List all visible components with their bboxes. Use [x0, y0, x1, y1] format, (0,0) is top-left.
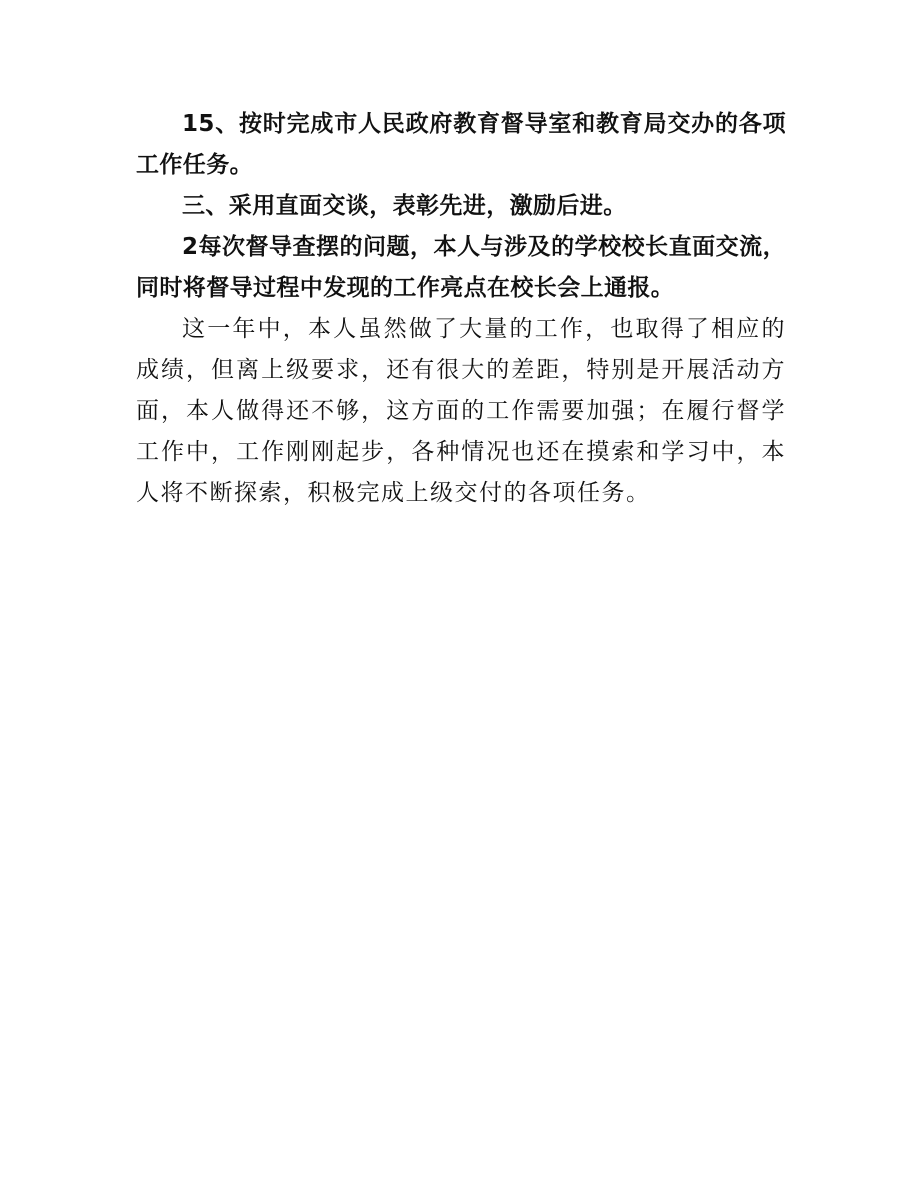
paragraph-section-three-heading: 三、采用直面交谈，表彰先进，激励后进。: [182, 193, 627, 219]
paragraph-task-15: 15、按时完成市人民政府教育督导室和教育局交办的各项工作任务。: [136, 111, 786, 178]
paragraph-item-2: 2每次督导查摆的问题，本人与涉及的学校校长直面交流，同时将督导过程中发现的工作亮点在校长会上通报。: [136, 234, 786, 301]
document-body: [136, 104, 786, 514]
paragraph-summary: 这一年中，本人虽然做了大量的工作，也取得了相应的成绩，但离上级要求，还有很大的差距，特别是开展活动方面，本人做得还不够，这方面的工作需要加强；在履行督学工作中，工作刚刚起步，各种情况也还在摸索和学习中，本人将不断探索，积极完成上级交付的各项任务。: [136, 316, 786, 506]
